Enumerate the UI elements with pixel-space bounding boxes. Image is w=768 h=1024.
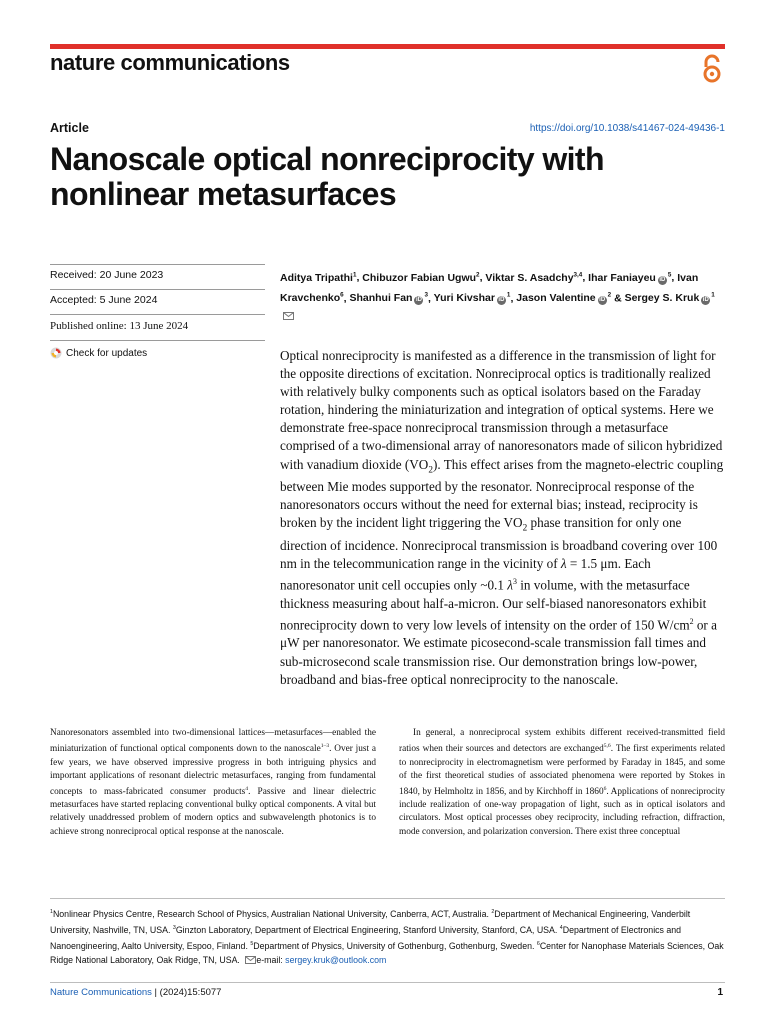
author-affiliation-mark: 1	[711, 291, 715, 299]
received-date: Received: 20 June 2023	[50, 269, 164, 281]
author-name: Jason Valentine	[516, 292, 596, 304]
affiliations	[50, 905, 725, 967]
published-date: Published online: 13 June 2024	[50, 320, 189, 332]
author-name: Shanhui Fan	[349, 292, 413, 304]
meta-divider	[50, 264, 265, 265]
author-separator: ,	[356, 271, 363, 284]
superscript: 6	[603, 785, 607, 792]
author-list	[280, 266, 725, 325]
accepted-date: Accepted: 5 June 2024	[50, 294, 158, 306]
email-label: e-mail:	[256, 954, 286, 965]
text-run: Department of Electronics and Nanoengineering, Aalto University, Espoo, Finland.	[50, 924, 682, 951]
check-updates-label: Check for updates	[66, 347, 148, 359]
text-run: . Passive and linear dielectric metasurfaces have started replacing conventional bulky optical components. A vital but relatively unaddressed problem of modern optics and subwavelength photonics is to achieve strong nonreciprocal optical response at the nanoscale.	[50, 787, 376, 837]
body-text-left-column	[50, 727, 376, 839]
orcid-icon[interactable]: iD	[659, 276, 666, 283]
author[interactable]	[516, 292, 611, 304]
doi-link[interactable]: https://doi.org/10.1038/s41467-024-49436-1	[529, 123, 725, 134]
author-name: Ihar Faniayeu	[588, 271, 656, 284]
text-run: λ	[560, 556, 567, 572]
author-affiliation-mark: 3,4	[573, 271, 583, 278]
author-separator: ,	[671, 271, 678, 284]
author-separator: ,	[343, 292, 350, 304]
superscript: 2	[689, 616, 694, 626]
text-run: Ginzton Laboratory, Department of Electrical Engineering, Stanford University, Stanford, CA, USA.	[175, 924, 560, 935]
footer-citation	[50, 987, 221, 998]
body-text-right-column	[399, 727, 725, 839]
superscript: 3	[172, 924, 176, 931]
author-affiliation-mark: 5	[667, 271, 672, 278]
page-number: 1	[717, 987, 723, 998]
journal-name[interactable]: nature communications	[50, 50, 290, 75]
author-name: Chibuzor Fabian Ugwu	[362, 271, 477, 284]
article-type: Article	[50, 121, 89, 135]
author-name: Ivan Kravchenko	[280, 271, 699, 304]
text-run: or a μW per nanoresonator. We estimate picosecond-scale transmission fall times and sub-microsecond scale transmission rise. Our demonstration brings low-power, broadband and bias-free optical nonreciprocity to the nanoscale.	[280, 617, 717, 687]
author-affiliation-mark: 2	[607, 291, 612, 299]
author[interactable]	[588, 272, 671, 284]
text-run: phase transition for only one direction of incidence. Nonreciprocal transmission is broadband covering over 100 nm in the telecommunication range in the vicinity of	[280, 515, 718, 572]
text-run: Center for Nanophase Materials Sciences, Oak Ridge National Laboratory, Oak Ridge, TN, USA.	[50, 940, 724, 965]
author-separator: ,	[479, 271, 486, 284]
author[interactable]	[362, 272, 479, 284]
orcid-icon[interactable]: iD	[415, 297, 422, 303]
header-rule	[50, 44, 725, 49]
text-run: ). This effect arises from the magneto-electric coupling between Mie modes supported by the resonator. Nonreciprocal response of the nanoresonators occurs without the need for external bias; instead, reciprocity is broken by the incident light triggering the VO	[280, 456, 724, 531]
author-name: Viktar S. Asadchy	[485, 271, 574, 284]
superscript: 3	[512, 577, 517, 587]
superscript: 2	[491, 909, 495, 915]
orcid-icon[interactable]: iD	[702, 297, 709, 303]
text-run: . Applications of nonreciprocity include realization of one-way propagation of light, such as in optical isolators and circulators. Most optical processes obey reciprocity, including refraction, diffraction, mode conversion, and polarization conversion. There exist three conceptual	[399, 787, 726, 837]
superscript: 1	[50, 909, 53, 915]
orcid-icon[interactable]: iD	[599, 297, 606, 303]
author[interactable]	[280, 272, 356, 284]
superscript: 1–3	[320, 743, 330, 750]
text-run: Nanoresonators assembled into two-dimensional lattices—metasurfaces—enabled the miniaturization of functional optical components down to the nanoscale	[50, 728, 376, 755]
meta-divider	[50, 314, 265, 315]
author-separator: ,	[510, 292, 517, 304]
author-separator: ,	[427, 292, 434, 304]
email-icon	[245, 956, 256, 964]
subscript: 2	[522, 523, 528, 534]
text-run: . The first experiments related to nonreciprocity in electromagnetism were performed by Faraday in 1845, and some of the first theoretical studies of associated phenomena were reported by Stokes in 1840, by Helmholtz in 1856, and by Kirchhoff in 1860	[399, 744, 725, 797]
abstract	[280, 347, 725, 689]
footer-volume: | (2024)15:5077	[151, 987, 222, 998]
author-affiliation-mark: 2	[476, 271, 480, 278]
text-run: Department of Mechanical Engineering, Vanderbilt University, Nashville, TN, USA.	[50, 908, 691, 935]
text-run: . Over just a few years, we have observed impressive progress in both intriguing physics and important applications of resonant dielectric metasurfaces, ranging from fundamental concepts to mass-fabricated consumer products	[50, 744, 376, 797]
author-affiliation-mark: 3	[424, 291, 428, 299]
open-access-lock-icon	[700, 54, 724, 84]
orcid-icon[interactable]: iD	[498, 297, 505, 303]
email-icon	[283, 312, 294, 320]
author-separator: &	[611, 292, 625, 304]
author-affiliation-mark: 1	[352, 271, 357, 278]
subscript: 2	[428, 464, 433, 475]
superscript: 5,6	[603, 743, 611, 750]
author[interactable]	[485, 272, 582, 284]
author[interactable]	[434, 292, 511, 304]
author-affiliation-mark: 6	[340, 291, 344, 299]
superscript: 6	[536, 940, 540, 947]
text-run: Nonlinear Physics Centre, Research School of Physics, Australian National University, Canberra, ACT, Australia.	[52, 908, 492, 919]
meta-divider	[50, 340, 265, 341]
superscript: 4	[245, 785, 249, 792]
check-updates-icon	[50, 347, 62, 359]
author-name: Yuri Kivshar	[433, 292, 495, 304]
meta-divider	[50, 289, 265, 290]
author-separator: ,	[582, 271, 589, 284]
affiliations-rule	[50, 898, 725, 899]
text-run: in volume, with the metasurface thickness measuring about half-a-micron. Our self-biased nanoresonators exhibit nonreciprocity down to very low levels of intensity on the order of 150 W/cm	[280, 577, 707, 633]
superscript: 4	[559, 924, 563, 931]
text-run: In general, a nonreciprocal system exhibits different received-transmitted field ratios when their sources and detectors are exchanged	[399, 728, 725, 755]
text-run: = 1.5 μm. Each nanoresonator unit cell occupies only ~0.1	[280, 556, 651, 593]
article-title: Nanoscale optical nonreciprocity with nonlinear metasurfaces	[50, 141, 604, 212]
text-run: λ	[507, 577, 513, 593]
email-link[interactable]: sergey.kruk@outlook.com	[285, 954, 387, 965]
check-updates-button[interactable]	[50, 347, 147, 359]
author[interactable]	[349, 292, 428, 304]
text-run: Department of Physics, University of Gothenburg, Gothenburg, Sweden.	[253, 940, 537, 951]
author-name: Sergey S. Kruk	[624, 292, 700, 304]
footer-rule	[50, 982, 725, 983]
footer-journal-link[interactable]: Nature Communications	[50, 987, 152, 998]
author-affiliation-mark: 1	[506, 291, 511, 299]
author-name: Aditya Tripathi	[280, 271, 353, 284]
superscript: 5	[250, 940, 254, 947]
text-run: Optical nonreciprocity is manifested as a difference in the transmission of light for the opposite directions of excitation. Nonreciprocal optics is traditionally realized with relatively bulky components such as optical isolators based on the Faraday rotation, hindering the miniaturization and integration of optical systems. Here we demonstrate free-space nonreciprocal transmission through a metasurface comprised of a two-dimensional array of nanoresonators made of silicon hybridized with vanadium dioxide (VO	[280, 348, 723, 472]
